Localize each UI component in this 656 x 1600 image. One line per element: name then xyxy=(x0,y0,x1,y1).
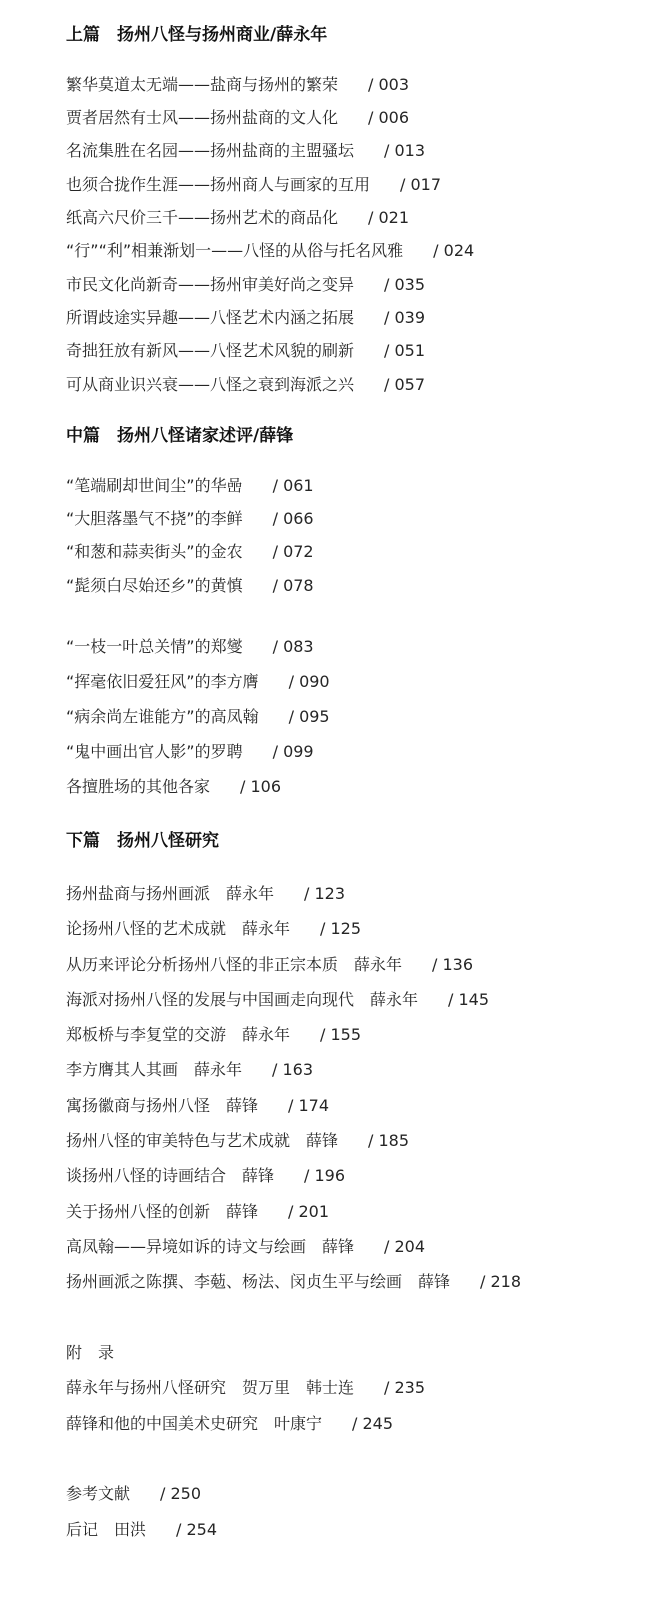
entry-page: / 155 xyxy=(320,1025,362,1044)
toc-entry[interactable] xyxy=(66,575,314,597)
entry-page: / 013 xyxy=(384,141,426,160)
entry-title: 海派对扬州八怪的发展与中国画走向现代 薛永年 xyxy=(66,990,419,1009)
entry-page: / 061 xyxy=(272,476,314,495)
entry-page: / 039 xyxy=(384,308,426,327)
entry-title: 李方膺其人其画 薛永年 xyxy=(66,1060,243,1079)
toc-entry[interactable] xyxy=(66,74,409,96)
toc-entry[interactable] xyxy=(66,706,330,728)
entry-page: / 201 xyxy=(288,1202,330,1221)
entry-page: / 021 xyxy=(368,208,410,227)
section-heading-middle: 中篇 扬州八怪诸家述评/薛锋 xyxy=(66,426,294,446)
section-heading-lower: 下篇 扬州八怪研究 xyxy=(66,831,219,851)
toc-entry[interactable] xyxy=(66,1201,329,1223)
entry-title: “和葱和蒜卖街头”的金农 xyxy=(66,542,243,561)
entry-page: / 090 xyxy=(288,672,330,691)
entry-page: / 123 xyxy=(304,884,346,903)
entry-page: / 006 xyxy=(368,108,410,127)
toc-entry[interactable] xyxy=(66,1483,201,1505)
entry-title: 所谓歧途实异趣——八怪艺术内涵之拓展 xyxy=(66,308,355,327)
toc-entry[interactable] xyxy=(66,274,425,296)
entry-title: “一枝一叶总关情”的郑燮 xyxy=(66,637,243,656)
toc-entry[interactable] xyxy=(66,954,473,976)
entry-title: 扬州盐商与扬州画派 薛永年 xyxy=(66,884,275,903)
toc-entry[interactable] xyxy=(66,1519,217,1541)
entry-title: 参考文献 xyxy=(66,1484,131,1503)
toc-entry[interactable] xyxy=(66,140,425,162)
entry-title: 谈扬州八怪的诗画结合 薛锋 xyxy=(66,1166,275,1185)
entry-page: / 024 xyxy=(433,241,475,260)
entry-page: / 017 xyxy=(400,175,442,194)
toc-entry[interactable] xyxy=(66,1377,425,1399)
toc-entry[interactable] xyxy=(66,207,409,229)
entry-page: / 035 xyxy=(384,275,426,294)
toc-entry[interactable] xyxy=(66,1236,425,1258)
entry-page: / 099 xyxy=(272,742,314,761)
entry-title: 寓扬徽商与扬州八怪 薛锋 xyxy=(66,1096,259,1115)
entry-page: / 106 xyxy=(240,777,282,796)
entry-title: “鬼中画出官人影”的罗聘 xyxy=(66,742,243,761)
entry-title: 关于扬州八怪的创新 薛锋 xyxy=(66,1202,259,1221)
entry-title: 也须合拢作生涯——扬州商人与画家的互用 xyxy=(66,175,371,194)
entry-title: 市民文化尚新奇——扬州审美好尚之变异 xyxy=(66,275,355,294)
entry-title: 高凤翰——异境如诉的诗文与绘画 薛锋 xyxy=(66,1237,355,1256)
entry-page: / 250 xyxy=(160,1484,202,1503)
toc-entry[interactable] xyxy=(66,508,314,530)
entry-page: / 185 xyxy=(368,1131,410,1150)
entry-title: “髭须白尽始还乡”的黄慎 xyxy=(66,576,243,595)
toc-entry[interactable] xyxy=(66,374,425,396)
toc-entry[interactable] xyxy=(66,1165,345,1187)
toc-entry[interactable] xyxy=(66,671,330,693)
entry-page: / 003 xyxy=(368,75,410,94)
entry-page: / 095 xyxy=(288,707,330,726)
toc-entry[interactable] xyxy=(66,1095,329,1117)
entry-title: “笔端刷却世间尘”的华喦 xyxy=(66,476,243,495)
entry-title: 奇拙狂放有新风——八怪艺术风貌的刷新 xyxy=(66,341,355,360)
entry-page: / 163 xyxy=(272,1060,314,1079)
entry-title: 纸高六尺价三千——扬州艺术的商品化 xyxy=(66,208,339,227)
entry-page: / 235 xyxy=(384,1378,426,1397)
entry-title: 扬州画派之陈撰、李葂、杨法、闵贞生平与绘画 薛锋 xyxy=(66,1272,451,1291)
toc-entry[interactable] xyxy=(66,107,409,129)
toc-entry[interactable] xyxy=(66,240,474,262)
entry-page: / 083 xyxy=(272,637,314,656)
entry-title: “病余尚左谁能方”的高凤翰 xyxy=(66,707,259,726)
entry-page: / 245 xyxy=(352,1414,394,1433)
entry-page: / 072 xyxy=(272,542,314,561)
entry-page: / 196 xyxy=(304,1166,346,1185)
entry-title: 后记 田洪 xyxy=(66,1520,147,1539)
entry-page: / 204 xyxy=(384,1237,426,1256)
toc-entry[interactable] xyxy=(66,174,441,196)
entry-page: / 218 xyxy=(480,1272,522,1291)
toc-entry[interactable] xyxy=(66,475,314,497)
toc-entry[interactable] xyxy=(66,1059,313,1081)
entry-title: “大胆落墨气不挠”的李鲜 xyxy=(66,509,243,528)
entry-page: / 057 xyxy=(384,375,426,394)
toc-entry[interactable] xyxy=(66,1413,393,1435)
toc-entry[interactable] xyxy=(66,883,345,905)
entry-title: 贾者居然有士风——扬州盐商的文人化 xyxy=(66,108,339,127)
toc-entry[interactable] xyxy=(66,1024,361,1046)
entry-title: 从历来评论分析扬州八怪的非正宗本质 薛永年 xyxy=(66,955,403,974)
entry-title: 郑板桥与李复堂的交游 薛永年 xyxy=(66,1025,291,1044)
entry-page: / 051 xyxy=(384,341,426,360)
entry-page: / 066 xyxy=(272,509,314,528)
entry-page: / 254 xyxy=(176,1520,218,1539)
entry-title: 薛永年与扬州八怪研究 贺万里 韩士连 xyxy=(66,1378,355,1397)
entry-page: / 078 xyxy=(272,576,314,595)
toc-entry[interactable] xyxy=(66,307,425,329)
entry-title: 扬州八怪的审美特色与艺术成就 薛锋 xyxy=(66,1131,339,1150)
entry-page: / 174 xyxy=(288,1096,330,1115)
entry-title: 繁华莫道太无端——盐商与扬州的繁荣 xyxy=(66,75,339,94)
section-heading-upper: 上篇 扬州八怪与扬州商业/薛永年 xyxy=(66,25,328,45)
entry-title: 薛锋和他的中国美术史研究 叶康宁 xyxy=(66,1414,323,1433)
toc-entry[interactable] xyxy=(66,776,281,798)
section-heading-appendix: 附 录 xyxy=(66,1343,115,1362)
toc-entry[interactable] xyxy=(66,989,489,1011)
toc-entry[interactable] xyxy=(66,1271,521,1293)
entry-title: 可从商业识兴衰——八怪之衰到海派之兴 xyxy=(66,375,355,394)
entry-page: / 145 xyxy=(448,990,490,1009)
entry-page: / 125 xyxy=(320,919,362,938)
entry-title: “行”“利”相兼渐划一——八怪的从俗与托名风雅 xyxy=(66,241,404,260)
toc-entry[interactable] xyxy=(66,340,425,362)
entry-title: 论扬州八怪的艺术成就 薛永年 xyxy=(66,919,291,938)
toc-entry[interactable] xyxy=(66,541,314,563)
entry-title: 各擅胜场的其他各家 xyxy=(66,777,211,796)
entry-title: “挥毫依旧爱狂风”的李方膺 xyxy=(66,672,259,691)
entry-page: / 136 xyxy=(432,955,474,974)
entry-title: 名流集胜在名园——扬州盐商的主盟骚坛 xyxy=(66,141,355,160)
toc-entry[interactable] xyxy=(66,1130,409,1152)
toc-entry[interactable] xyxy=(66,636,314,658)
toc-entry[interactable] xyxy=(66,918,361,940)
toc-entry[interactable] xyxy=(66,741,314,763)
